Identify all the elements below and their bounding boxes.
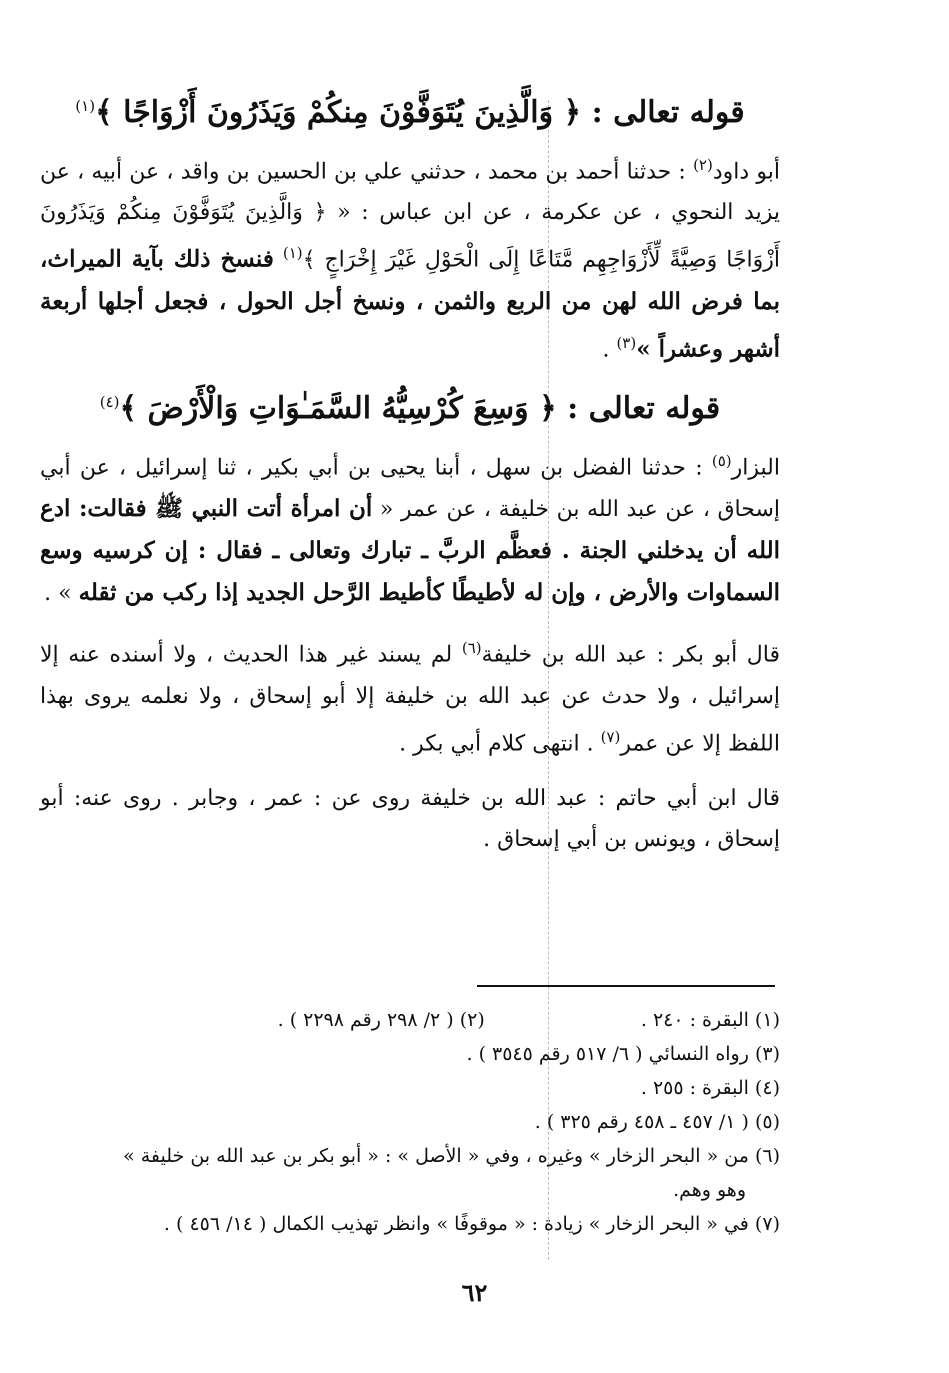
para1-ref: (٢) [693,156,713,174]
para3-text3: . انتهى كلام أبي بكر . [399,730,594,756]
para1-bold: فنسخ ذلك بآية الميراث، بما فرض الله لهن من الربع والثمن ، ونسخ أجل الحول ، فجعل أجلها أربعة أشهر وعشراً » [40,245,780,362]
footnote-7: (٧) في « البحر الزخار » زيادة : « موقوفًا » وانظر تهذيب الكمال ( ١٤/ ٤٥٦ ) . [163,1213,780,1235]
para1-end: . [602,336,610,362]
para3-text: قال أبو بكر : عبد الله بن خليفة [481,642,780,668]
para2-speaker: البزار [731,455,780,481]
footnote-6: (٦) من « البحر الزخار » وغيره ، وفي « الأصل » : « أبو بكر بن عبد الله بن خليفة » [123,1145,780,1167]
para2-bold: أن امرأة أتت النبي ﷺ فقالت: ادع الله أن يدخلني الجنة . فعظَّم الربَّ ـ تبارك وتعالى ـ فقال : إن كرسيه وسع السماوات والأرض ، وإن له لأطيطًا كأطيط الرَّحل الجديد إذا ركب من ثقله [40,495,780,607]
footnote-6-continuation: وهو وهم. [673,1179,746,1201]
heading-2-text: قوله تعالى : ﴿ وَسِعَ كُرْسِيُّهُ السَّمَـٰوَاتِ وَالْأَرْضَ ﴾ [119,390,721,426]
para2-text: : حدثنا الفضل بن سهل ، أبنا يحيى بن أبي بكير ، ثنا إسرائيل ، عن أبي إسحاق ، عن عبد الله بن خليفة ، عن عمر « [40,455,781,523]
hadith-bazzar [40,441,780,614]
para3-ref: (٦) [461,639,482,658]
para2-ref: (٥) [711,451,732,470]
para1-ref3: (٣) [616,333,637,352]
hadith-abu-dawud [40,145,780,370]
page-number: ٦٢ [461,1278,488,1307]
para4-text: قال ابن أبي حاتم : عبد الله بن خليفة روى عن : عمر ، وجابر . روى عنه: أبو إسحاق ، ويونس بن أبي إسحاق . [40,785,780,852]
footnote-1: (١) البقرة : ٢٤٠ . [640,1009,780,1031]
commentary-abu-bakr [40,628,780,764]
para1-text: : حدثنا أحمد بن محمد ، حدثني علي بن الحسين بن واقد ، عن أبيه ، عن يزيد النحوي ، عن عكرمة ، عن ابن عباس : « ﴿ وَالَّذِينَ يُتَوَفَّوْنَ مِنكُمْ وَيَذَرُونَ أَزْوَاجًا وَصِيَّةً لِّأَزْوَاجِهِم مَّتَاعًا إِلَى الْحَوْلِ غَيْرَ إِخْرَاجٍ ﴾ [40,159,781,273]
verse-heading-2 [40,376,780,435]
footnote-separator [477,985,775,987]
verse-heading-1 [40,80,780,139]
para2-end: » . [44,581,72,607]
para3-text2: لم يسند غير هذا الحديث ، ولا أسنده عنه إلا إسرائيل ، ولا حدث عن عبد الله بن خليفة إلا أبو إسحاق ، ولا نعلمه يروى بهذا اللفظ إلا عن عمر [40,642,780,756]
heading-2-ref: (٤) [99,392,120,411]
commentary-ibn-abi-hatim [40,778,780,860]
footnote-4: (٤) البقرة : ٢٥٥ . [640,1077,780,1099]
para1-ref2: (١) [282,244,303,263]
para3-ref2: (٧) [600,727,621,746]
footnote-2: (٢) ( ٢/ ٢٩٨ رقم ٢٢٩٨ ) . [277,1009,485,1031]
footnote-5: (٥) ( ١/ ٤٥٧ ـ ٤٥٨ رقم ٣٢٥ ) . [534,1111,780,1133]
main-text [40,80,780,860]
heading-1-ref: (١) [75,97,96,115]
footnotes [40,1003,780,1241]
footnote-row-1-2 [40,1003,780,1037]
footnote-3: (٣) رواه النسائي ( ٦/ ٥١٧ رقم ٣٥٤٥ ) . [466,1043,780,1065]
para1-speaker: أبو داود [712,159,780,185]
heading-1-text: قوله تعالى : ﴿ وَالَّذِينَ يُتَوَفَّوْنَ مِنكُمْ وَيَذَرُونَ أَزْوَاجًا ﴾ [95,95,745,130]
